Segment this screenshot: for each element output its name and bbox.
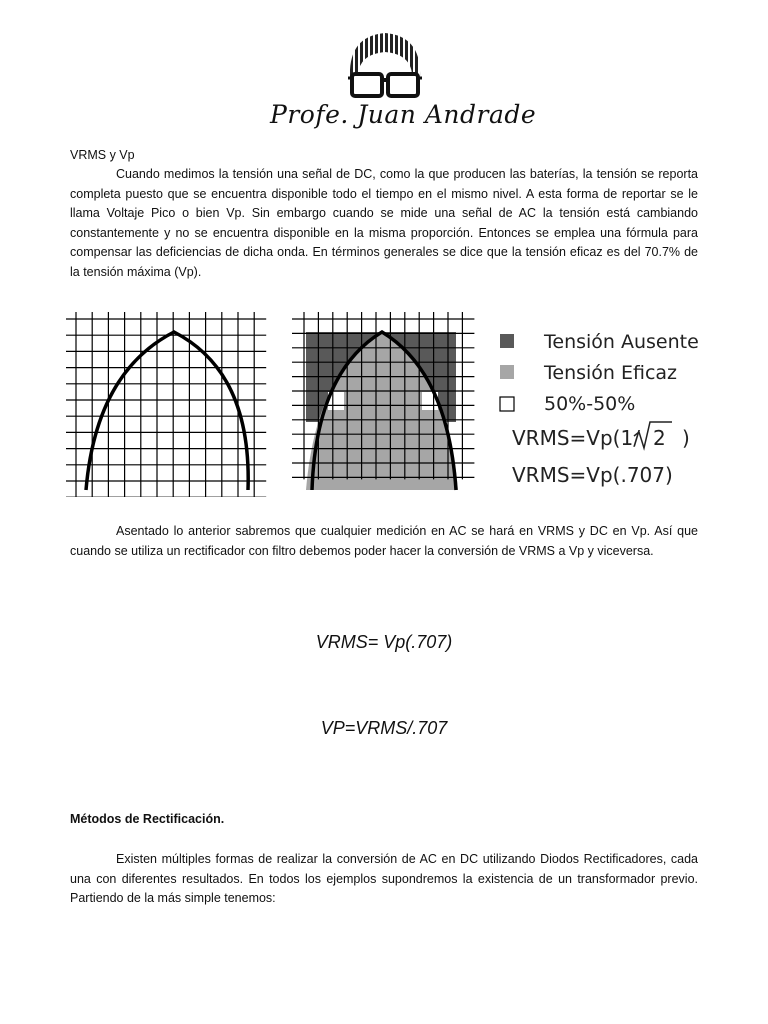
equation-vp: VP=VRMS/.707	[320, 718, 448, 738]
legend-label-5050: 50%-50%	[544, 393, 636, 415]
formula-2: VRMS=Vp(.707)	[512, 463, 673, 487]
legend-swatch-5050	[500, 397, 514, 411]
section-title-vrms: VRMS y Vp	[70, 148, 135, 162]
formula-sqrt	[512, 422, 690, 450]
paragraph-vrms-conversion: Asentado lo anterior sabremos que cualquier medición en AC se hará en VRMS y DC en Vp. Así que cuando se utiliza un rectificador con filtro debemos poder hacer la conversión de VRMS a Vp y viceversa.	[70, 524, 698, 558]
left-grid-diagram	[66, 312, 266, 497]
formula-1-prefix: VRMS=Vp(1/	[512, 426, 640, 450]
legend-swatch-eficaz	[500, 365, 514, 379]
legend-label-eficaz: Tensión Eficaz	[544, 362, 678, 384]
right-grid-diagram	[292, 312, 474, 490]
section-title-rectification: Métodos de Rectificación.	[70, 812, 225, 826]
rms-diagram-svg	[66, 312, 706, 497]
logo-text: Profe. Juan Andrade	[270, 100, 537, 129]
paragraph-rectification: Existen múltiples formas de realizar la conversión de AC en DC utilizando Diodos Rectificadores, cada una con diferentes resultados. En todos los ejemplos supondremos la existencia de un transformador previo. Partiendo de la más simple tenemos:	[70, 852, 698, 905]
equation-vrms: VRMS= Vp(.707)	[315, 632, 453, 652]
legend-swatch-ausente	[500, 334, 514, 348]
formula-1-radicand: 2	[653, 426, 666, 450]
teacher-avatar-icon	[270, 28, 500, 103]
logo	[270, 28, 537, 138]
paragraph-vrms-intro: Cuando medimos la tensión una señal de DC, como la que producen las baterías, la tensión se reporta completa puesto que se encuentra disponible todo el tiempo en el mismo nivel. A esta forma de reportar se le llama Voltaje Pico o bien Vp. Sin embargo cuando se mide una señal de AC la tensión está cambiando constantemente y no se encuentra disponible en la misma proporción. Entonces se emplea una fórmula para compensar las deficiencias de dicha onda. En términos generales se dice que la tensión eficaz es del 70.7% de la tensión máxima (Vp).	[70, 167, 698, 279]
formula-1-suffix: )	[682, 426, 690, 450]
legend-label-ausente: Tensión Ausente	[544, 331, 699, 353]
rms-diagram-figure	[66, 312, 706, 497]
legend	[500, 331, 699, 415]
